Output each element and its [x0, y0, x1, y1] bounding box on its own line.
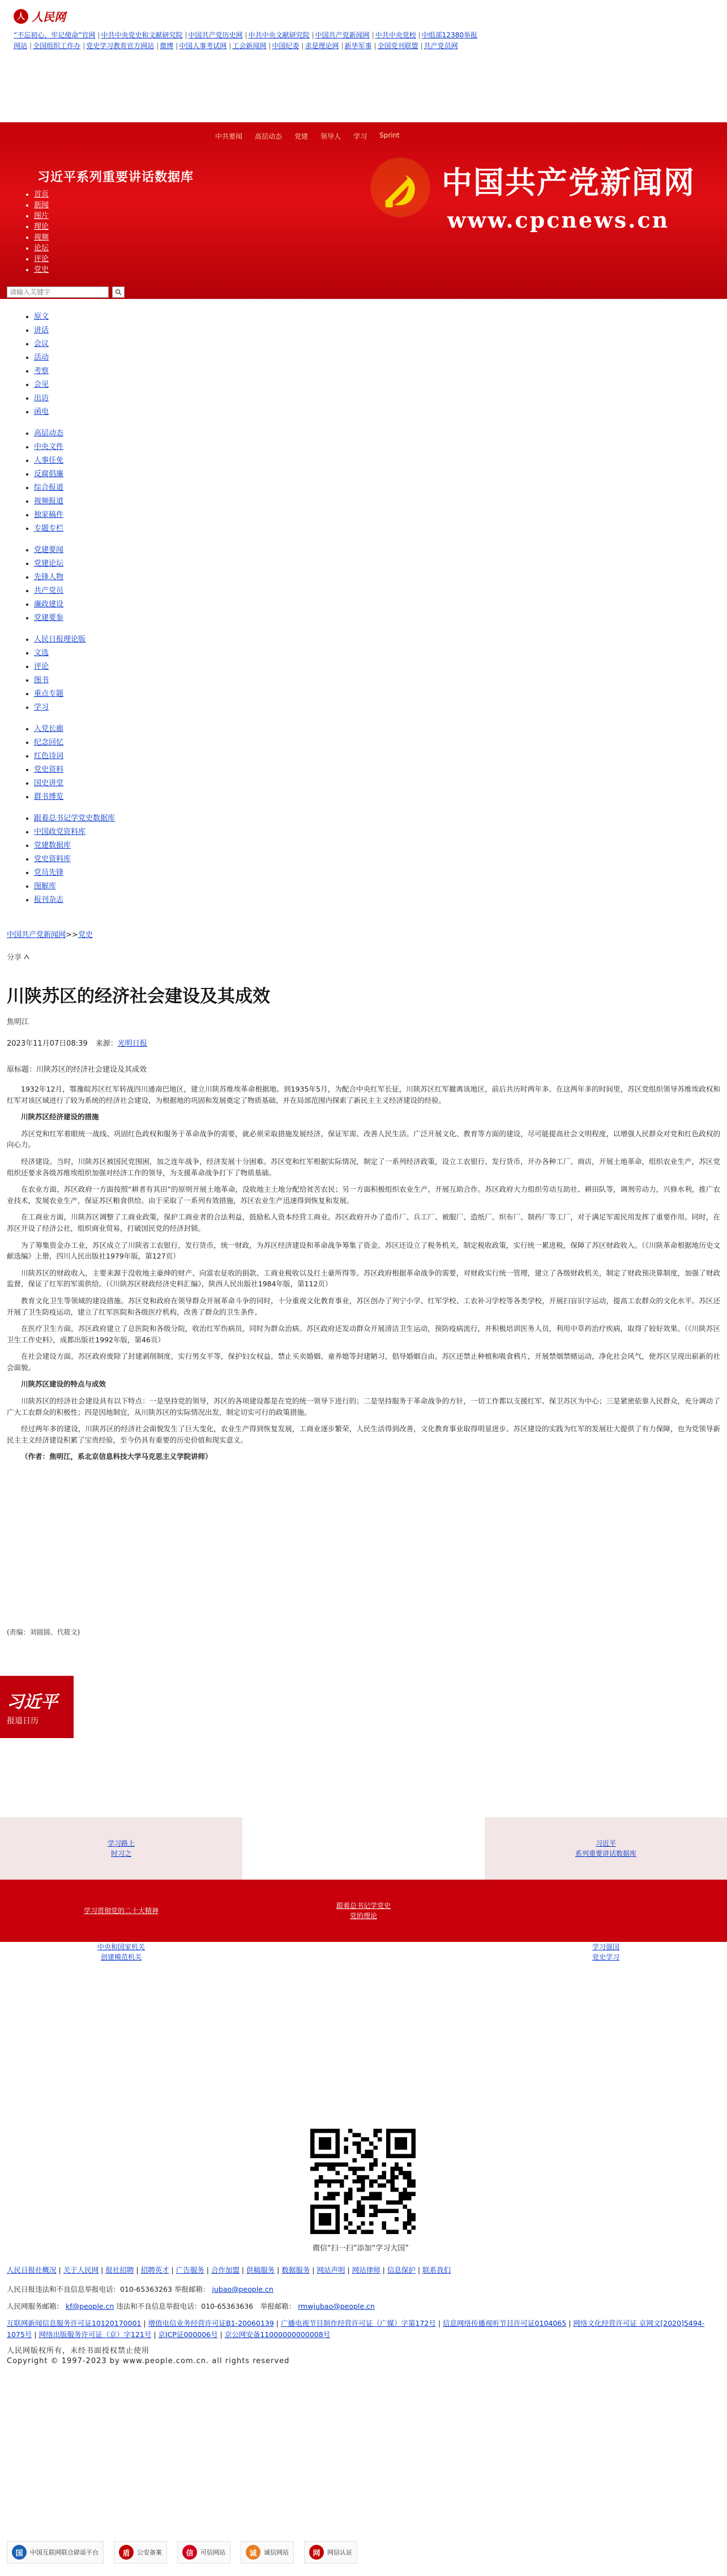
- article-paragraph: 教育文化卫生等领域的建设措施。苏区党和政府在领导群众开展革命斗争的同时，十分重视文化教育事业，苏区创办了列宁小学、红军学校、工农补习学校等各类学校，开展扫盲识字运动，提高工农群众的文化水平。苏区还开展了卫生防疫运动，建立了红军医院和各级医疗机构，改善了群众的卫生条件。: [7, 1296, 720, 1316]
- service-mail-label: 人民网服务邮箱：: [7, 2302, 64, 2310]
- section-heading: 川陕苏区建设的特点与成效: [21, 1380, 106, 1389]
- footer-sep: |: [380, 2266, 387, 2274]
- promo-cell: [485, 1755, 727, 1817]
- section-heading: （作者：焦明江，系北京信息科技大学马克思主义学院讲师）: [21, 1452, 212, 1461]
- license-sep: |: [435, 2319, 443, 2327]
- banner-subnav-link[interactable]: 评论: [34, 255, 49, 263]
- source-link[interactable]: 光明日报: [117, 1039, 147, 1048]
- promo-link[interactable]: 创建模范机关: [100, 1953, 142, 1961]
- index-item: [34, 392, 115, 405]
- banner-subnav-item: [34, 243, 49, 254]
- index-link[interactable]: 人民日报理论版: [34, 635, 86, 644]
- index-item: [34, 571, 115, 584]
- promo-cell-inner: [84, 1906, 159, 1916]
- banner-site-name: 中国共产党新闻网: [442, 164, 695, 200]
- breadcrumb: [7, 928, 93, 939]
- footer-link[interactable]: 人民日报社概况: [7, 2266, 57, 2274]
- index-item: [34, 351, 115, 365]
- promo-cell-inner: [575, 1838, 636, 1859]
- share-label: 分享: [7, 953, 22, 962]
- index-link[interactable]: 先锋人物: [34, 573, 64, 581]
- license-link[interactable]: 广播电视节目制作经营许可证（广媒）字第172号: [281, 2319, 436, 2327]
- top-link[interactable]: 中组部12380举报网站: [14, 31, 477, 50]
- license-link[interactable]: 互联网新闻信息服务许可证10120170001: [7, 2319, 142, 2327]
- trust-badge[interactable]: [304, 2541, 357, 2564]
- promo-link[interactable]: 系列重要讲话数据库: [575, 1850, 636, 1858]
- banner-subnav-item: [34, 200, 49, 211]
- search-icon: [115, 289, 122, 296]
- top-link-sep: |: [229, 42, 232, 50]
- section-heading: 川陕苏区经济建设的措施: [21, 1112, 99, 1122]
- index-link[interactable]: 函电: [34, 408, 49, 416]
- footer-sep: |: [204, 2266, 211, 2274]
- site-logo[interactable]: [14, 8, 713, 24]
- top-link-sep: |: [371, 31, 374, 39]
- index-item: [34, 544, 115, 557]
- top-link-sep: |: [83, 42, 85, 50]
- index-link[interactable]: 党建数据库: [34, 841, 71, 850]
- copyright-en: Copyright © 1997-2023 by www.people.com.cn. all rights reserved: [7, 2357, 290, 2365]
- top-link-sep: |: [185, 31, 187, 39]
- index-item: [34, 378, 115, 392]
- search-bar: [7, 286, 125, 298]
- promo-cell: [242, 1942, 485, 1962]
- trust-badges: [7, 2541, 357, 2564]
- promo-logo-big: 习近平: [7, 1692, 58, 1712]
- index-link[interactable]: 党建要闻: [34, 546, 64, 554]
- index-link[interactable]: 党员先锋: [34, 868, 64, 877]
- top-link[interactable]: 全国党刊联盟: [377, 42, 418, 50]
- footer-link[interactable]: 关于人民网: [63, 2266, 99, 2274]
- channel-index: [26, 310, 115, 915]
- article-paragraph: 在工商业方面，川陕苏区调整了工商业政策，保护工商业者的合法利益，鼓励私人资本经营工商业。苏区政府开办了造币厂、兵工厂、被服厂、造纸厂、织布厂、制药厂等工厂，对于满足军需民用发挥了重要作用。同时，在苏区开设了经济公社，组织商业贸易，打破国民党的经济封锁。: [7, 1213, 720, 1233]
- index-item: [34, 611, 115, 625]
- top-link-sep: |: [245, 31, 247, 39]
- article-author: 焦明江: [7, 1018, 29, 1026]
- badge-seal-icon: 信: [182, 2545, 197, 2560]
- index-link[interactable]: 独家稿件: [34, 511, 64, 519]
- top-links: [14, 30, 478, 52]
- index-item: [34, 324, 115, 337]
- footer-sep: |: [415, 2266, 423, 2274]
- article-paragraph: 1932年12月，鄂豫皖苏区红军转战四川通南巴地区，建立川陕苏维埃革命根据地。到1935年5月，为配合中央红军长征，川陕苏区红军撤离该地区，前后共历时两年多。在这两年多的时间里，苏区党组织领导苏维埃政权和红军对该区域进行了较为系统的经济社会建设，为根据地的巩固和发展奠定了物质基础，并在局部范围内探索了新民主主义经济建设的经验。: [7, 1085, 720, 1105]
- top-link-sep: |: [29, 42, 32, 50]
- promo-grid: [0, 1755, 727, 1962]
- banner-subnav-item: [34, 211, 49, 221]
- index-link[interactable]: 廉政建设: [34, 600, 64, 609]
- license-sep: |: [566, 2319, 574, 2327]
- article-meta: [7, 1037, 147, 1048]
- index-link[interactable]: 出访: [34, 394, 49, 403]
- source-label: 来源：: [95, 1039, 118, 1048]
- license-link[interactable]: 网络出版服务许可证（京）字121号: [39, 2330, 152, 2339]
- banner-nav-item[interactable]: 学习: [353, 132, 367, 140]
- index-item: [34, 722, 115, 736]
- report-label-2: 违法和不良信息举报电话：010-65363636 举报邮箱：: [116, 2302, 296, 2310]
- index-link[interactable]: 国史讲堂: [34, 779, 64, 788]
- badge-seal-icon: 诚: [246, 2545, 260, 2560]
- license-sep: |: [151, 2330, 159, 2339]
- index-link[interactable]: 原文: [34, 313, 49, 321]
- index-item: [34, 633, 115, 647]
- article-paragraph: 在农业方面，苏区政府一方面按照“耕者有其田”的原则开展土地革命，没收地主土地分配给贫苦农民；另一方面积极组织农业生产，开展互助合作。苏区政府大力组织劳动互助社、耕田队等，调剂劳动力，兴修水利，推广农业技术，发展农业生产，保证苏区粮食供给。由于采取了一系列有效措施，苏区农业生产迅速得到恢复和发展。: [7, 1185, 720, 1205]
- index-item: [34, 777, 115, 790]
- index-group: [26, 633, 115, 714]
- index-group: [26, 722, 115, 804]
- trust-badge[interactable]: [241, 2541, 294, 2564]
- top-link[interactable]: 中共中央党校: [375, 31, 416, 39]
- index-item: [34, 481, 115, 495]
- index-link[interactable]: 纪念回忆: [34, 738, 64, 747]
- top-link[interactable]: 中共中央党史和文献研究院: [101, 31, 183, 39]
- top-link-sep: |: [420, 42, 423, 50]
- banner-subnav-link[interactable]: 理论: [34, 222, 49, 231]
- index-link[interactable]: 考察: [34, 367, 49, 375]
- index-link[interactable]: 党建论坛: [34, 559, 64, 568]
- banner-subnav-link[interactable]: 论坛: [34, 244, 49, 253]
- index-item: [34, 584, 115, 598]
- top-link-sep: |: [268, 42, 271, 50]
- article-paragraph: 在医疗卫生方面，苏区政府建立了总医院和各级分院，收治红军伤病员，同时为群众治病。苏区政府还发动群众开展清洁卫生运动，预防疫病流行，并积极培训医务人员，利用中草药治疗疾病，取得了较好效果。（《川陕苏区卫生工作史料》，成都出版社1992年版，第46页）: [7, 1324, 720, 1344]
- promo-cell[interactable]: [485, 1942, 727, 1962]
- top-link-sep: |: [176, 42, 178, 50]
- footer-links: [7, 2265, 720, 2276]
- article-paragraph: 川陕苏区的财政收入，主要来源于没收地主豪绅的财产、向富农征收的捐款、工商业税收以及打土豪所得等。苏区政府根据革命战争的需要，对财政实行统一管理，建立了各级财政机关，制定了财政预决算制度，加强了财政监督，保证了红军的军需供给。（《川陕苏区财政经济史料汇编》，陕西人民出版社1984年版，第112页）: [7, 1268, 720, 1289]
- index-item: [34, 893, 115, 907]
- service-email[interactable]: kf@people.cn: [66, 2302, 114, 2310]
- index-item: [34, 825, 115, 839]
- index-item: [34, 866, 115, 880]
- badge-seal-icon: 网: [309, 2545, 324, 2560]
- share-icon: [24, 954, 29, 960]
- footer-sep: |: [310, 2266, 317, 2274]
- qr-code-icon: [310, 2129, 416, 2234]
- trust-badge[interactable]: [7, 2541, 104, 2564]
- index-item: [34, 598, 115, 611]
- index-item: [34, 440, 115, 454]
- index-item: [34, 750, 115, 763]
- index-link[interactable]: 中央文件: [34, 443, 64, 451]
- banner-subnav-item: [34, 221, 49, 232]
- report-mail-label-1: 举报邮箱：: [174, 2285, 210, 2293]
- footer-sep: |: [56, 2266, 63, 2274]
- breadcrumb-home[interactable]: 中国共产党新闻网: [7, 931, 66, 939]
- article-body: [7, 1084, 720, 1468]
- promo-link[interactable]: 学习路上: [107, 1839, 135, 1847]
- cpc-banner: [0, 122, 727, 299]
- index-link[interactable]: 红色诗词: [34, 752, 64, 760]
- article-paragraph: 经过两年多的建设，川陕苏区的经济社会面貌发生了巨大变化，农业生产得到恢复发展，工商业逐步繁荣，人民生活得到改善，文化教育事业取得明显进步。苏区建设的实践为红军的发展壮大提供了有力保障，也为党领导新民主主义经济建设积累了宝贵经验，至今仍具有重要的历史价值和现实意义。: [7, 1424, 720, 1444]
- promo-cell: [242, 1817, 485, 1880]
- top-link[interactable]: 中国共产党新闻网: [315, 31, 370, 39]
- party-emblem-icon: [369, 156, 431, 219]
- license-sep: |: [217, 2330, 225, 2339]
- promo-cell-inner: [336, 1901, 391, 1921]
- index-link[interactable]: 图书: [34, 676, 49, 684]
- top-link[interactable]: 工会新闻网: [232, 42, 267, 50]
- index-item: [34, 454, 115, 468]
- index-link[interactable]: 报刊杂志: [34, 896, 64, 904]
- article-paragraph: 经济建设。当时，川陕苏区被国民党围困，加之连年战争，经济发展十分困难。苏区党和红军根据实际情况，制定了一系列经济政策，设立工农银行、发行货币，开办各种工厂、商店，开展土地革命，组织农业生产，苏区党组织还要求各级苏维埃组织加强对经济工作的领导，为支援革命战争打下了物质基础。: [7, 1157, 720, 1177]
- article-paragraph: 川陕苏区的经济社会建设具有以下特点：一是坚持党的领导，苏区的各项建设都是在党的统一领导下进行的；二是坚持服务于革命战争的方针，一切工作都以支援红军、保卫苏区为中心；三是紧密依靠人民群众，充分调动了广大工农群众的积极性；四是因地制宜，从川陕苏区的实际情况出发，制定切实可行的政策措施。: [7, 1397, 720, 1417]
- banner-subnav-item: [34, 254, 49, 264]
- index-link[interactable]: 入党长廊: [34, 725, 64, 733]
- promo-cell-inner: [592, 1942, 619, 1962]
- footer-sep: |: [169, 2266, 176, 2274]
- footer-link[interactable]: 广告服务: [176, 2266, 204, 2274]
- people-logo-icon: 人: [14, 9, 28, 24]
- report-label-1: 人民日报违法和不良信息举报电话：010-65363263: [7, 2285, 172, 2293]
- top-link[interactable]: 中共中央文献研究院: [248, 31, 310, 39]
- footer: [7, 2265, 720, 2367]
- promo-cell-inner: [97, 1942, 145, 1962]
- promo-link[interactable]: 中央和国家机关: [97, 1943, 145, 1951]
- banner-subnav-link[interactable]: 视频: [34, 233, 49, 242]
- top-link-sep: |: [341, 42, 344, 50]
- index-link[interactable]: 活动: [34, 353, 49, 362]
- index-item: [34, 365, 115, 378]
- footer-sep: |: [239, 2266, 247, 2274]
- license-link[interactable]: 京ICP证000006号: [158, 2330, 218, 2339]
- banner-nav: [215, 131, 400, 141]
- index-link[interactable]: 高层动态: [34, 429, 64, 438]
- promo-link[interactable]: 学习贯彻党的二十大精神: [83, 1907, 159, 1915]
- license-sep: |: [32, 2330, 39, 2339]
- banner-site-url: www.cpcnews.cn: [447, 207, 670, 233]
- promo-cell[interactable]: [485, 1817, 727, 1880]
- index-link[interactable]: 反腐倡廉: [34, 470, 64, 478]
- banner-nav-item[interactable]: Sprint: [379, 131, 400, 139]
- license-sep: |: [141, 2319, 148, 2327]
- badge-label: 可信网站: [200, 2549, 225, 2556]
- top-link[interactable]: 中国纪委: [272, 42, 300, 50]
- footer-link[interactable]: 供稿服务: [246, 2266, 275, 2274]
- banner-subnav-link[interactable]: 图片: [34, 212, 49, 220]
- promo-link[interactable]: 党的理论: [349, 1912, 377, 1920]
- report-row-2: [7, 2301, 720, 2312]
- badge-label: 中国互联网联合辟谣平台: [30, 2549, 99, 2556]
- original-title: 原标题：川陕苏区的经济社会建设及其成效: [7, 1066, 147, 1074]
- license-links: [7, 2318, 720, 2340]
- editor-credit: (责编：刘圆圆、代筱文): [7, 1628, 80, 1636]
- promo-logo-small: 报道日历: [7, 1717, 39, 1726]
- badge-label: 诚信网站: [264, 2549, 289, 2556]
- footer-sep: |: [99, 2266, 106, 2274]
- index-link[interactable]: 图解库: [34, 882, 57, 891]
- search-input[interactable]: [7, 286, 109, 298]
- index-item: [34, 790, 115, 804]
- index-link[interactable]: 会见: [34, 380, 49, 389]
- share-button[interactable]: [7, 951, 29, 962]
- index-item: [34, 522, 115, 536]
- report-email-2[interactable]: rmwjubao@people.cn: [298, 2302, 375, 2310]
- index-link[interactable]: 评论: [34, 662, 49, 671]
- index-item: [34, 405, 115, 419]
- index-item: [34, 763, 115, 777]
- footer-link[interactable]: 合作加盟: [211, 2266, 240, 2274]
- index-item: [34, 812, 115, 825]
- badge-seal-icon: 国: [12, 2545, 27, 2560]
- footer-link[interactable]: 报社招聘: [105, 2266, 134, 2274]
- banner-nav-item[interactable]: 高层动态: [255, 132, 283, 140]
- footer-link[interactable]: 信息保护: [387, 2266, 416, 2274]
- license-link[interactable]: 网络文化经营许可证 京网文[2020]5494-1075号: [7, 2319, 705, 2339]
- index-link[interactable]: 会议: [34, 340, 49, 348]
- license-sep: |: [273, 2319, 281, 2327]
- trust-badge[interactable]: [177, 2541, 230, 2564]
- index-item: [34, 853, 115, 866]
- top-link[interactable]: 全国组织工作办: [33, 42, 81, 50]
- badge-label: 网信认证: [327, 2549, 352, 2556]
- promo-cell: [485, 1880, 727, 1942]
- report-row-1: [7, 2284, 720, 2295]
- top-link[interactable]: 微博: [160, 42, 174, 50]
- index-item: [34, 660, 115, 674]
- footer-link[interactable]: 网站律师: [352, 2266, 380, 2274]
- index-link[interactable]: 综合报道: [34, 483, 64, 492]
- promo-cell: [242, 1755, 485, 1817]
- breadcrumb-sep: >>: [66, 931, 78, 939]
- index-item: [34, 701, 115, 714]
- trust-badge[interactable]: [114, 2541, 167, 2564]
- index-link[interactable]: 群书博览: [34, 793, 64, 801]
- footer-link[interactable]: 招聘英才: [140, 2266, 169, 2274]
- top-link-sep: |: [97, 31, 100, 39]
- banner-subnav: [26, 189, 49, 275]
- copyright-cn: 人民网版权所有，未经书面授权禁止使用: [7, 2347, 150, 2355]
- banner-nav-item[interactable]: 领导人: [320, 132, 341, 140]
- top-link-sep: |: [311, 31, 314, 39]
- index-item: [34, 880, 115, 893]
- index-link[interactable]: 人事任免: [34, 456, 64, 465]
- banner-nav-item[interactable]: 中共要闻: [215, 132, 243, 140]
- top-link[interactable]: 共产党员网: [424, 42, 458, 50]
- search-button[interactable]: [112, 286, 125, 298]
- badge-seal-icon: 盾: [119, 2545, 134, 2560]
- index-item: [34, 310, 115, 324]
- promo-link[interactable]: 党史学习: [592, 1953, 619, 1961]
- breadcrumb-current[interactable]: 党史: [78, 931, 93, 939]
- promo-link[interactable]: 时习之: [110, 1850, 131, 1858]
- banner-subnav-item: [34, 232, 49, 243]
- index-link[interactable]: 文选: [34, 649, 49, 657]
- top-link[interactable]: 中国人事考试网: [179, 42, 227, 50]
- top-bar: [0, 0, 727, 91]
- index-group: [26, 310, 115, 419]
- index-group: [26, 812, 115, 907]
- index-link[interactable]: 党史资料: [34, 765, 64, 774]
- banner-subnav-item: [34, 264, 49, 275]
- index-item: [34, 674, 115, 687]
- index-item: [34, 337, 115, 351]
- promo-cell-inner: [108, 1838, 135, 1859]
- license-link[interactable]: 京公网安备11000000000008号: [224, 2330, 331, 2339]
- promo-link[interactable]: 学习强国: [592, 1943, 619, 1951]
- index-item: [34, 736, 115, 750]
- banner-subnav-link[interactable]: 首页: [34, 190, 49, 199]
- index-link[interactable]: 学习: [34, 703, 49, 712]
- top-link-sep: |: [374, 42, 377, 50]
- top-link[interactable]: 中国共产党历史网: [188, 31, 243, 39]
- article-title: 川陕苏区的经济社会建设及其成效: [7, 986, 270, 1007]
- index-link[interactable]: 视频报道: [34, 497, 64, 506]
- top-link-sep: |: [156, 42, 159, 50]
- article-date: 2023年11月07日08:39: [7, 1039, 88, 1048]
- index-item: [34, 647, 115, 660]
- index-item: [34, 557, 115, 571]
- index-link[interactable]: 党建要参: [34, 614, 64, 622]
- index-group: [26, 544, 115, 625]
- promo-cell: [0, 1755, 242, 1817]
- index-group: [26, 427, 115, 536]
- footer-sep: |: [134, 2266, 141, 2274]
- promo-cell[interactable]: [0, 1817, 242, 1880]
- banner-subnav-link[interactable]: 党史: [34, 266, 49, 274]
- article-paragraph: 为了筹集资金办工业，苏区成立了川陕省工农银行，发行货币，统一财政，为苏区经济建设和革命战争筹集了资金。苏区还设立了税务机关，制定税收政策，实行统一累进税，保障了苏区财政收入。（《川陕革命根据地历史文献选编》上册，四川人民出版社1979年版，第127页）: [7, 1240, 720, 1261]
- promo-link[interactable]: 习近平: [595, 1839, 616, 1847]
- footer-link[interactable]: 网站声明: [317, 2266, 345, 2274]
- site-logo-text: 人民网: [32, 10, 66, 24]
- top-link[interactable]: 党史学习教育官方网站: [86, 42, 155, 50]
- footer-sep: |: [345, 2266, 352, 2274]
- top-link-sep: |: [301, 42, 304, 50]
- index-link[interactable]: 重点专题: [34, 690, 64, 698]
- footer-sep: |: [275, 2266, 282, 2274]
- promo-section: [0, 1670, 727, 1965]
- banner-subnav-item: [34, 189, 49, 200]
- index-link[interactable]: 专题专栏: [34, 524, 64, 533]
- qr-caption: 微信“扫一扫”添加“学习大国”: [313, 2244, 409, 2253]
- index-link[interactable]: 跟着总书记学党史数据库: [34, 814, 116, 823]
- index-item: [34, 687, 115, 701]
- index-item: [34, 839, 115, 853]
- promo-cell[interactable]: [0, 1942, 242, 1962]
- promo-link[interactable]: 跟着总书记学党史: [336, 1902, 391, 1910]
- license-link[interactable]: 增值电信业务经营许可证B1-20060139: [148, 2319, 274, 2327]
- badge-label: 公安备案: [137, 2549, 162, 2556]
- top-link-sep: |: [418, 31, 421, 39]
- copyright: [7, 2346, 720, 2367]
- index-link[interactable]: 中国政党资料库: [34, 828, 86, 836]
- article-paragraph: 在社会建设方面，苏区政府废除了封建剥削制度，实行男女平等，保护妇女权益，禁止买卖婚姻、童养媳等封建陋习，倡导婚姻自由。苏区还禁止种植和吸食鸦片，开展禁烟禁赌运动，净化社会风气，使苏区呈现出崭新的社会面貌。: [7, 1352, 720, 1372]
- article-paragraph: 苏区党和红军着眼统一战线、巩固红色政权和服务于革命战争的需要，就必须采取措施发展经济，保证军需、改善人民生活。广泛开展文化、教育等方面的建设，尽可能提高社会文明程度，以增强人民群众对党和红色政权的向心力。: [7, 1129, 720, 1149]
- index-item: [34, 495, 115, 508]
- index-link[interactable]: 党史资料库: [34, 855, 71, 863]
- banner-subnav-link[interactable]: 新闻: [34, 201, 49, 209]
- promo-cell[interactable]: [242, 1880, 485, 1942]
- promo-cell[interactable]: [0, 1880, 242, 1942]
- top-link[interactable]: 新华军事: [344, 42, 372, 50]
- banner-title[interactable]: 习近平系列重要讲话数据库: [37, 170, 194, 185]
- footer-link[interactable]: 联系我们: [422, 2266, 451, 2274]
- license-link[interactable]: 信息网络传播视听节目许可证0104065: [443, 2319, 567, 2327]
- top-link[interactable]: “不忘初心，牢记使命”官网: [14, 31, 96, 39]
- footer-link[interactable]: 数据服务: [281, 2266, 310, 2274]
- banner-nav-item[interactable]: 党建: [294, 132, 309, 140]
- xi-calendar-logo[interactable]: [0, 1676, 74, 1738]
- top-link[interactable]: 求是理论网: [305, 42, 339, 50]
- index-link[interactable]: 共产党员: [34, 587, 64, 595]
- index-item: [34, 427, 115, 440]
- index-link[interactable]: 讲话: [34, 326, 49, 335]
- index-item: [34, 468, 115, 481]
- index-item: [34, 508, 115, 522]
- report-email-1[interactable]: jubao@people.cn: [212, 2285, 273, 2293]
